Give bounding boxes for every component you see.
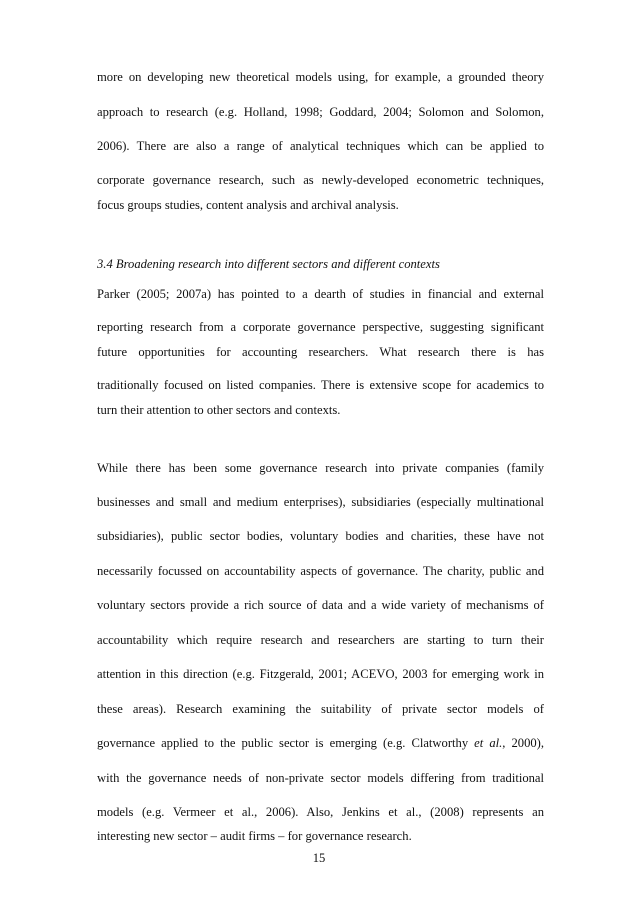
paragraph-line: accountability which require research and researchers are starting to turn their [97,633,544,647]
line-text: , 2000), [502,736,544,750]
paragraph-line: While there has been some governance research into private companies (family [97,461,544,475]
paragraph-line: voluntary sectors provide a rich source of data and a wide variety of mechanisms of [97,598,544,612]
paragraph-line: with the governance needs of non-private sector models differing from traditional [97,771,544,785]
paragraph-line: 2006). There are also a range of analytical techniques which can be applied to [97,139,544,153]
paragraph-line: more on developing new theoretical models using, for example, a grounded theory [97,70,544,84]
paragraph-line: reporting research from a corporate governance perspective, suggesting significant [97,320,544,334]
paragraph-line: Parker (2005; 2007a) has pointed to a dearth of studies in financial and external [97,287,544,301]
paragraph-line: focus groups studies, content analysis and archival analysis. [97,198,399,212]
paragraph-line: necessarily focussed on accountability aspects of governance. The charity, public and [97,564,544,578]
paragraph-line: corporate governance research, such as newly-developed econometric techniques, [97,173,544,187]
italic-citation: et al. [474,736,503,750]
paragraph-line: turn their attention to other sectors and contexts. [97,403,341,417]
paragraph-line: models (e.g. Vermeer et al., 2006). Also, Jenkins et al., (2008) represents an [97,805,544,819]
paragraph-line [97,734,544,752]
section-heading: 3.4 Broadening research into different sectors and different contexts [97,257,440,271]
paragraph-line: subsidiaries), public sector bodies, voluntary bodies and charities, these have not [97,529,544,543]
page-number: 15 [312,851,326,865]
paragraph-line: future opportunities for accounting researchers. What research there is has [97,345,544,359]
paragraph-line: attention in this direction (e.g. Fitzgerald, 2001; ACEVO, 2003 for emerging work in [97,667,544,681]
paragraph-line: businesses and small and medium enterprises), subsidiaries (especially multinational [97,495,544,509]
paragraph-line: these areas). Research examining the suitability of private sector models of [97,702,544,716]
line-text: governance applied to the public sector is emerging (e.g. Clatworthy [97,736,475,750]
paragraph-line: interesting new sector – audit firms – for governance research. [97,829,412,843]
paragraph-line: traditionally focused on listed companies. There is extensive scope for academics to [97,378,544,392]
paragraph-line: approach to research (e.g. Holland, 1998; Goddard, 2004; Solomon and Solomon, [97,105,544,119]
